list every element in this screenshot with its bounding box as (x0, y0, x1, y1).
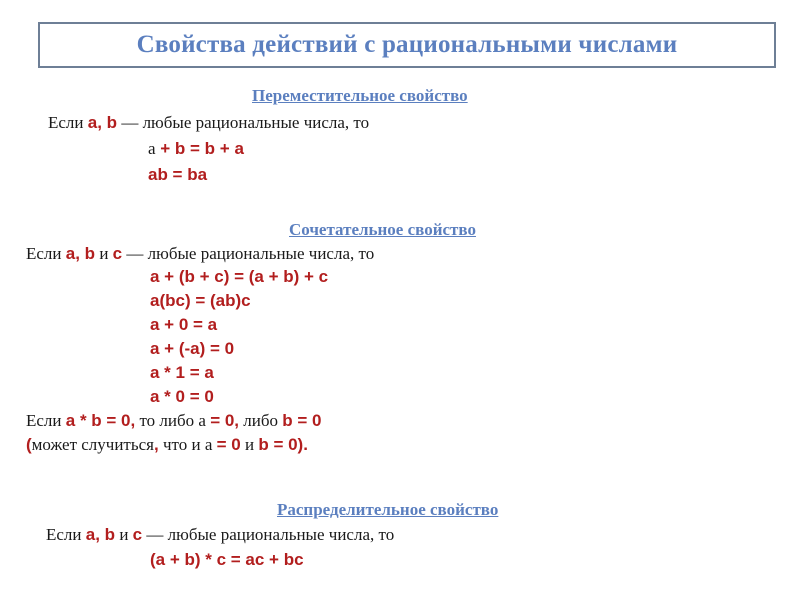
associative-formula: a * 1 = a (150, 363, 214, 382)
condition-vars-2: c (132, 525, 143, 544)
associative-heading: Сочетательное свойство (289, 220, 476, 239)
title-box (38, 22, 776, 68)
condition-prefix: Если (48, 113, 88, 132)
note-formula: = 0, (210, 411, 240, 430)
condition-and: и (95, 244, 113, 263)
zero-product-remark (26, 435, 308, 455)
associative-formula: a * 0 = 0 (150, 387, 214, 406)
distributive-heading: Распределительное свойство (277, 500, 499, 519)
condition-vars-2: c (112, 244, 123, 263)
remark-text: что и а (158, 435, 217, 454)
page-title: Свойства действий с рациональными числами (136, 31, 678, 58)
note-formula: b = 0 (282, 411, 322, 430)
condition-suffix: — любые рациональные числа, то (122, 244, 375, 263)
note-text: Если (26, 411, 66, 430)
condition-and: и (115, 525, 133, 544)
commutative-heading: Переместительное свойство (252, 86, 468, 105)
commutative-formula-1 (148, 139, 244, 159)
remark-formula: = 0 (216, 435, 241, 454)
condition-vars: a, b (87, 113, 118, 132)
condition-suffix: — любые рациональные числа, то (142, 525, 395, 544)
remark-text: и (240, 435, 259, 454)
associative-formula: a + 0 = a (150, 315, 218, 334)
remark-comma: , (153, 435, 159, 454)
remark-text: может случиться (31, 435, 154, 454)
condition-suffix: — любые рациональные числа, то (117, 113, 370, 132)
condition-prefix: Если (46, 525, 86, 544)
distributive-formula: (a + b) * c = ac + bc (150, 550, 304, 569)
note-text: то либо а (135, 411, 211, 430)
commutative-formula-2: ab = ba (148, 165, 208, 184)
note-text: либо (239, 411, 283, 430)
condition-prefix: Если (26, 244, 66, 263)
remark-paren: ( (26, 435, 32, 454)
condition-vars-1: a, b (65, 244, 96, 263)
associative-formula: a(bc) = (ab)c (150, 291, 251, 310)
formula-var-a: а (148, 139, 156, 158)
remark-formula: b = 0). (258, 435, 308, 454)
condition-vars-1: a, b (85, 525, 116, 544)
associative-formula: a + (b + c) = (a + b) + c (150, 267, 329, 286)
commutative-condition (48, 113, 369, 133)
associative-condition (26, 244, 374, 264)
distributive-condition (46, 525, 394, 545)
formula-rest: + b = b + a (155, 139, 244, 158)
associative-formula: a + (-a) = 0 (150, 339, 235, 358)
note-formula: a * b = 0, (65, 411, 136, 430)
zero-product-note (26, 411, 322, 431)
